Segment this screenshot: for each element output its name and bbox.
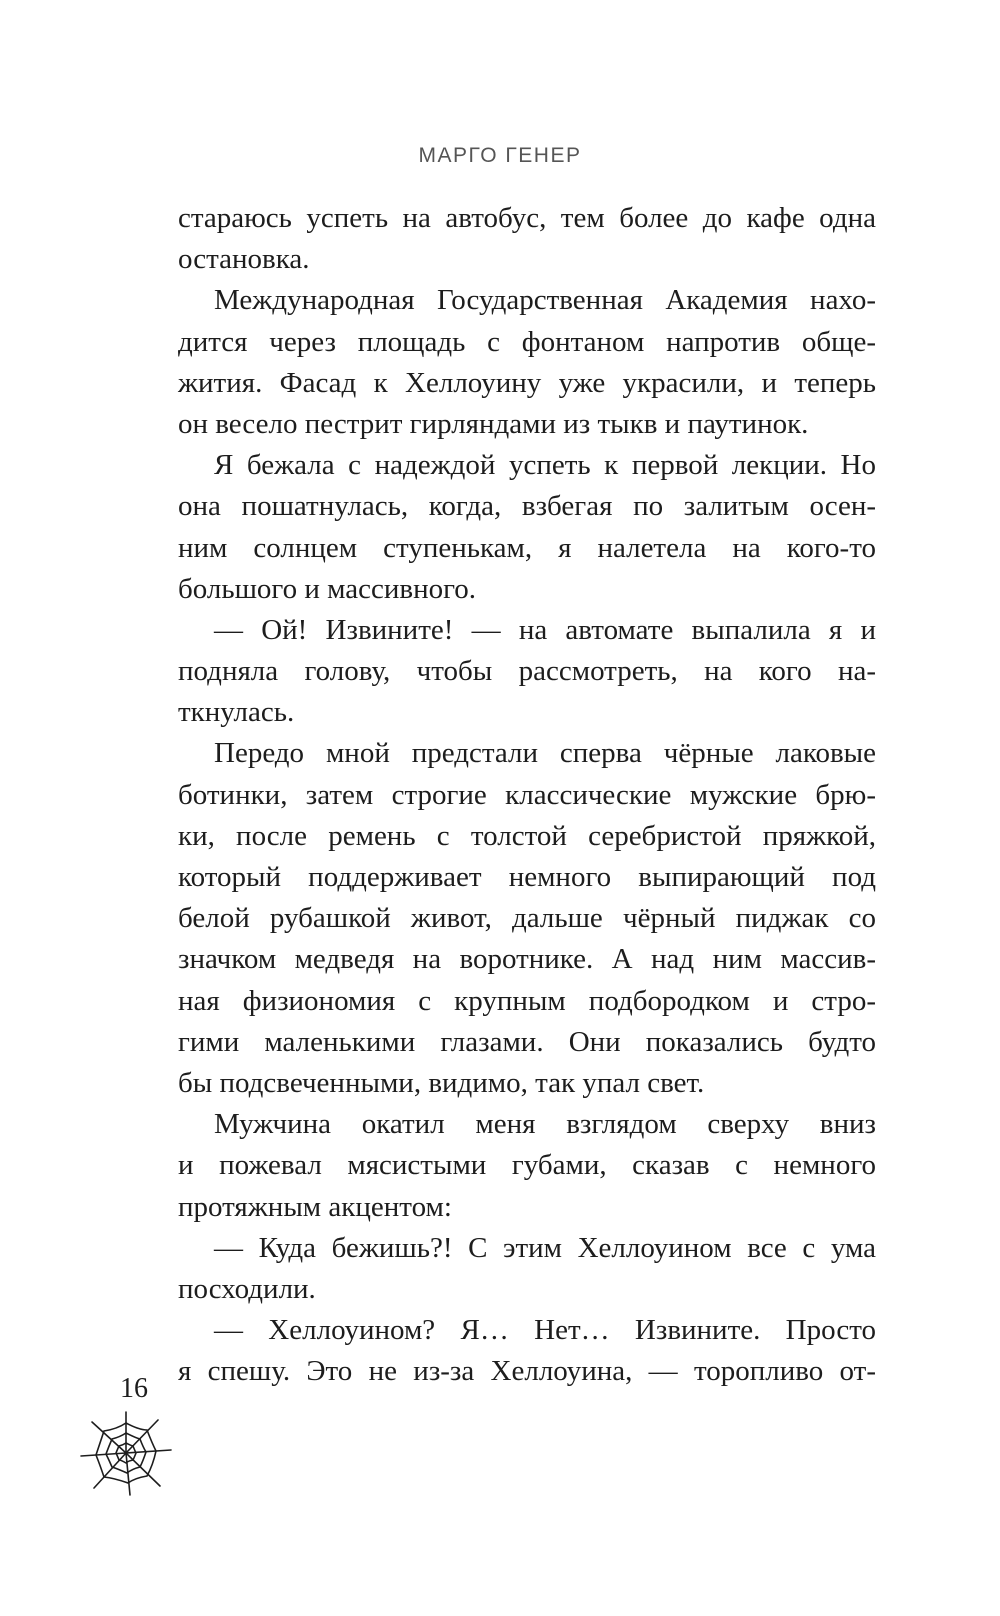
text-line: большого и массивного. <box>178 572 477 605</box>
text-line: — Хеллоуином? Я… Нет… Извините. Просто <box>214 1314 876 1347</box>
text-line: посходили. <box>178 1272 316 1305</box>
text-line: подняла голову, чтобы рассмотреть, на кого на- <box>178 655 876 688</box>
text-line: бы подсвеченными, видимо, так упал свет. <box>178 1066 705 1099</box>
text-line: протяжным акцентом: <box>178 1190 452 1223</box>
page-number: 16 <box>120 1373 148 1404</box>
text-line: Передо мной предстали сперва чёрные лаковые <box>214 737 876 770</box>
text-line: остановка. <box>178 243 310 276</box>
text-line: Международная Государственная Академия нахо- <box>214 284 876 317</box>
text-line: он весело пестрит гирляндами из тыкв и паутинок. <box>178 407 809 440</box>
text-line: который поддерживает немного выпирающий под <box>178 861 876 893</box>
body-text <box>178 198 876 1392</box>
spiderweb-icon <box>80 1410 172 1496</box>
text-line: — Ой! Извините! — на автомате выпалила я и <box>214 613 876 646</box>
text-line: она пошатнулась, когда, взбегая по залитым осен- <box>178 490 876 523</box>
text-line: ботинки, затем строгие классические мужские брю- <box>178 778 876 811</box>
text-line: дится через площадь с фонтаном напротив обще- <box>178 325 876 358</box>
text-line: белой рубашкой живот, дальше чёрный пиджак со <box>178 902 876 935</box>
text-line: я спешу. Это не из-за Хеллоуина, — торопливо от- <box>178 1355 876 1388</box>
text-line: Мужчина окатил меня взглядом сверху вниз <box>214 1108 876 1141</box>
running-header: МАРГО ГЕНЕР <box>418 144 582 167</box>
text-line: жития. Фасад к Хеллоуину уже украсили, и теперь <box>178 366 876 399</box>
text-line: ки, после ремень с толстой серебристой пряжкой, <box>178 819 876 852</box>
text-line: ним солнцем ступенькам, я налетела на кого-то <box>178 531 876 564</box>
text-line: Я бежала с надеждой успеть к первой лекции. Но <box>214 449 876 482</box>
text-line: стараюсь успеть на автобус, тем более до кафе одна <box>178 202 876 234</box>
text-line: значком медведя на воротнике. А над ним массив- <box>178 943 876 976</box>
text-line: ная физиономия с крупным подбородком и стро- <box>178 984 876 1017</box>
text-line: — Куда бежишь?! С этим Хеллоуином все с ума <box>214 1231 876 1264</box>
text-line: и пожевал мясистыми губами, сказав с немного <box>178 1149 876 1182</box>
text-line: ткнулась. <box>178 696 295 729</box>
text-line: гими маленькими глазами. Они показались будто <box>178 1025 876 1058</box>
